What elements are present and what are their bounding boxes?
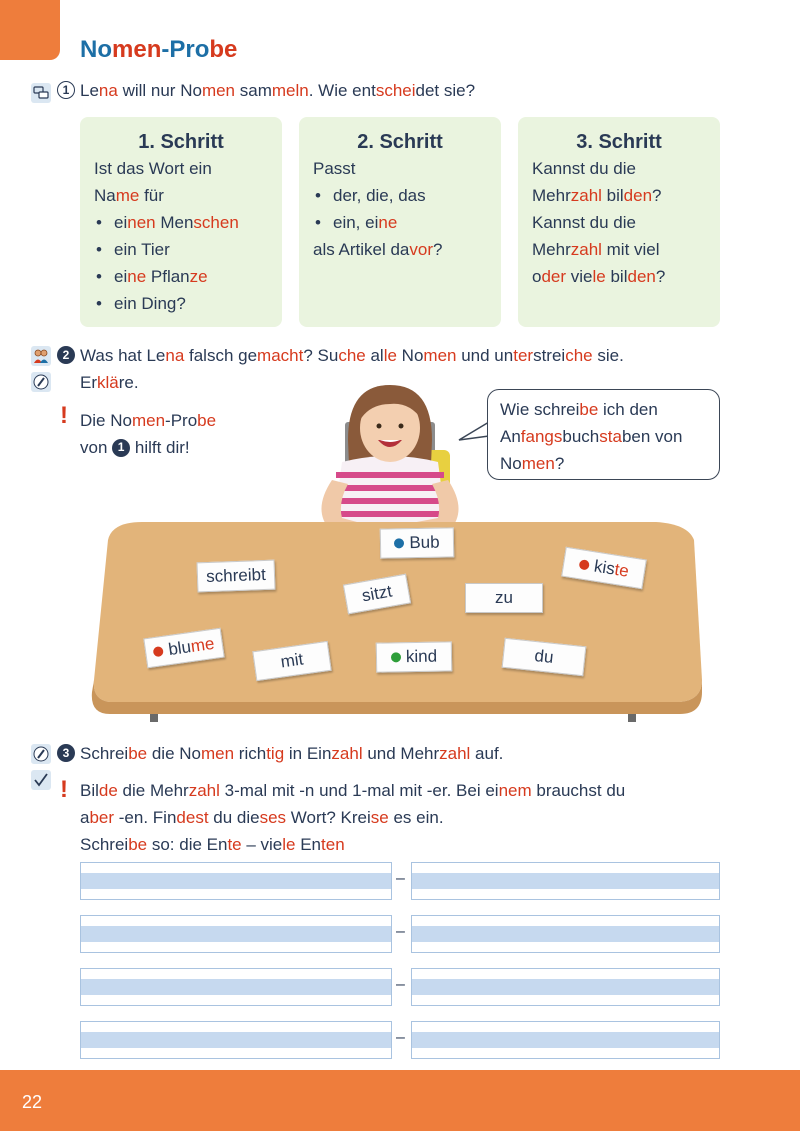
text-segment: dest — [176, 808, 209, 827]
step-box-1 — [80, 117, 282, 327]
text-segment: le — [383, 346, 397, 365]
text-segment: ber — [89, 808, 115, 827]
text-segment: le — [592, 267, 606, 286]
step-bullet-item — [94, 263, 268, 290]
text-segment: Le — [80, 81, 99, 100]
text-segment: na — [165, 346, 185, 365]
text-segment: No — [500, 454, 522, 473]
line-dash: – — [396, 870, 405, 887]
hint-ref-number: 1 — [112, 439, 130, 457]
text-segment: nen — [127, 213, 156, 232]
text-segment: ich den — [598, 400, 658, 419]
text-segment: und un — [456, 346, 514, 365]
text-segment: re. — [118, 373, 139, 392]
word-card-text — [360, 582, 393, 607]
text-segment: Schrei — [80, 835, 129, 854]
hint-line2: von 1 hilft dir! — [80, 438, 190, 457]
text-segment: will nur No — [117, 81, 202, 100]
text-segment: be — [197, 411, 217, 430]
writing-line-singular-3[interactable] — [80, 968, 392, 1006]
text-segment: Na — [94, 186, 116, 205]
text-segment: che — [338, 346, 366, 365]
step-line — [94, 155, 268, 182]
text-segment: ten — [321, 835, 345, 854]
text-segment: zahl — [188, 781, 220, 800]
word-card-text — [206, 565, 266, 587]
word-card-text — [167, 634, 216, 660]
text-segment: ? — [652, 186, 662, 205]
text-segment: der, die, das — [333, 186, 426, 205]
text-segment: macht — [257, 346, 304, 365]
text-segment: ei — [114, 267, 128, 286]
text-segment: che — [565, 346, 593, 365]
partner-work-icon — [31, 346, 51, 366]
text-segment: men — [521, 454, 555, 473]
text-segment: rich — [234, 744, 267, 763]
task2-number: 2 — [57, 346, 75, 364]
text-segment: sitzt — [360, 581, 394, 606]
text-segment: ne — [127, 267, 147, 286]
step-bullet-item — [94, 236, 268, 263]
text-segment: für — [139, 186, 164, 205]
step-line — [94, 182, 268, 209]
word-card-text — [534, 646, 555, 668]
text-segment: En — [295, 835, 322, 854]
text-segment: Passt — [313, 159, 356, 178]
text-segment: mit — [279, 649, 305, 672]
task3-instruction-line1 — [80, 740, 503, 767]
text-segment: be — [128, 744, 148, 763]
text-segment: No — [396, 346, 424, 365]
task1-icons — [31, 83, 51, 103]
step-bullet-item — [313, 209, 487, 236]
step-bullet-list — [313, 182, 487, 236]
step-bullet-list — [94, 209, 268, 317]
text-segment: Was hat Le — [80, 346, 166, 365]
text-segment: be — [579, 400, 599, 419]
text-segment: Wie schrei — [500, 400, 580, 419]
text-segment: zahl — [331, 744, 363, 763]
writing-line-plural-4[interactable] — [411, 1021, 720, 1059]
text-segment: sta — [599, 427, 622, 446]
text-segment: buch — [562, 427, 600, 446]
speech-bubbles-icon — [31, 83, 51, 103]
text-segment: vor — [409, 240, 434, 259]
text-segment: ein Tier — [114, 240, 170, 259]
step-line — [532, 263, 706, 290]
step-bullet-item — [94, 290, 268, 317]
text-segment: Bub — [409, 532, 440, 553]
text-segment: Mehr — [532, 186, 571, 205]
task1-instruction — [80, 77, 475, 104]
corner-tab — [0, 0, 60, 60]
task2-icons — [31, 346, 51, 392]
word-card-zu[interactable] — [465, 583, 543, 613]
text-segment: ter — [513, 346, 534, 365]
task1-number: 1 — [57, 81, 75, 99]
text-segment: den — [623, 186, 653, 205]
writing-line-singular-1[interactable] — [80, 862, 392, 900]
text-segment: det sie? — [415, 81, 476, 100]
step-heading: 2. Schritt — [357, 131, 443, 153]
step-line — [532, 236, 706, 263]
text-segment: ben von — [621, 427, 683, 446]
page-number: 22 — [22, 1092, 43, 1112]
text-segment: meln — [271, 81, 309, 100]
writing-line-plural-3[interactable] — [411, 968, 720, 1006]
text-segment: An — [500, 427, 521, 446]
text-segment: -en. Fin — [114, 808, 177, 827]
text-segment: vie — [566, 267, 593, 286]
text-segment: zu — [495, 588, 513, 607]
text-segment: schen — [193, 213, 239, 232]
text-segment: . Wie ent — [308, 81, 376, 100]
text-segment: kis — [592, 556, 617, 579]
speech-bubble — [487, 389, 720, 480]
text-segment: o — [532, 267, 542, 286]
step-box-2 — [299, 117, 501, 327]
line-dash: – — [396, 976, 405, 993]
text-segment: klä — [97, 373, 119, 392]
text-segment: sie. — [592, 346, 624, 365]
text-segment: brauchst du — [531, 781, 626, 800]
task3-example — [80, 831, 345, 858]
text-segment: ? — [554, 454, 565, 473]
text-segment: le — [282, 835, 296, 854]
text-segment: a — [80, 808, 90, 827]
text-segment: nem — [498, 781, 532, 800]
text-segment: Die No — [80, 411, 132, 430]
text-segment: auf. — [470, 744, 504, 763]
text-segment: me — [115, 186, 140, 205]
text-segment: blu — [167, 637, 193, 660]
text-segment: Er — [80, 373, 97, 392]
text-segment: zahl — [570, 186, 602, 205]
text-segment: de — [98, 781, 118, 800]
text-segment: me — [189, 633, 216, 656]
text-segment: Wort? Krei — [286, 808, 371, 827]
text-segment: den — [627, 267, 656, 286]
writing-line-plural-1[interactable] — [411, 862, 720, 900]
writing-line-singular-4[interactable] — [80, 1021, 392, 1059]
bubble-line3 — [500, 450, 707, 477]
girl-shirt — [334, 456, 446, 522]
text-segment: na — [98, 81, 118, 100]
pencil-icon — [31, 744, 51, 764]
color-dot — [579, 559, 590, 570]
pencil-icon — [31, 372, 51, 392]
hint-exclamation-mark: ! — [60, 402, 68, 429]
text-segment: zahl — [439, 744, 471, 763]
text-segment: ? Su — [303, 346, 339, 365]
text-segment: ? — [655, 267, 666, 286]
text-segment: Men — [155, 213, 194, 232]
text-segment: so: die En — [147, 835, 228, 854]
text-segment: 3-mal mit -n und 1-mal mit -er. Bei ei — [219, 781, 499, 800]
step-bullet-item — [313, 182, 487, 209]
text-segment: die No — [147, 744, 201, 763]
writing-line-plural-2[interactable] — [411, 915, 720, 953]
text-segment: als Artikel da — [313, 240, 410, 259]
text-segment: sam — [235, 81, 272, 100]
text-segment: tig — [266, 744, 285, 763]
text-segment: die Mehr — [117, 781, 189, 800]
task3-instruction-line2 — [80, 777, 625, 804]
step-bullet-item — [94, 209, 268, 236]
footer-bar — [0, 1070, 800, 1131]
text-segment: Bil — [80, 781, 99, 800]
word-card-kind[interactable] — [376, 641, 453, 672]
page-title: Nomen-Probe — [80, 36, 238, 63]
text-segment: se — [370, 808, 389, 827]
text-segment: strei — [533, 346, 566, 365]
text-segment: zahl — [570, 240, 602, 259]
speech-bubble-tail — [457, 420, 491, 444]
text-segment: ein, ei — [333, 213, 379, 232]
text-segment: ze — [189, 267, 208, 286]
writing-line-singular-2[interactable] — [80, 915, 392, 953]
text-segment: fangs — [520, 427, 563, 446]
task2-instruction-line1 — [80, 342, 624, 369]
text-segment: – vie — [241, 835, 283, 854]
text-segment: Kannst du die — [532, 159, 636, 178]
text-segment: schei — [375, 81, 416, 100]
step-box-3 — [518, 117, 720, 327]
text-segment: kind — [405, 646, 438, 667]
step-heading: 1. Schritt — [138, 131, 224, 153]
text-segment: men — [423, 346, 457, 365]
text-segment: Schrei — [80, 744, 129, 763]
word-card-text — [406, 647, 438, 668]
step-line — [532, 209, 706, 236]
word-card-text — [409, 533, 440, 554]
text-segment: men — [200, 744, 235, 763]
word-card-text — [279, 650, 304, 673]
text-segment: be — [128, 835, 148, 854]
step-line — [313, 236, 487, 263]
text-segment: und Mehr — [362, 744, 440, 763]
text-segment: schreibt — [205, 564, 267, 587]
text-segment: bil — [605, 267, 628, 286]
text-segment: bil — [601, 186, 624, 205]
step-line — [532, 155, 706, 182]
text-segment: mit viel — [601, 240, 660, 259]
color-dot — [391, 652, 401, 662]
text-segment: ? — [433, 240, 443, 259]
word-card-text — [593, 557, 631, 582]
text-segment: falsch ge — [184, 346, 258, 365]
text-segment: al — [365, 346, 384, 365]
text-segment: du die — [208, 808, 260, 827]
step-heading: 3. Schritt — [576, 131, 662, 153]
text-segment: te — [227, 835, 242, 854]
task3-icons — [31, 744, 51, 790]
text-segment: men — [201, 81, 236, 100]
word-card-bub[interactable] — [380, 527, 455, 558]
text-segment: in Ein — [284, 744, 332, 763]
line-dash: – — [396, 1029, 405, 1046]
task3-number: 3 — [57, 744, 75, 762]
checkmark-icon — [31, 770, 51, 790]
text-segment: ne — [378, 213, 398, 232]
line-dash: – — [396, 923, 405, 940]
step-line — [313, 155, 487, 182]
color-dot — [394, 538, 404, 548]
text-segment: ein Ding? — [114, 294, 186, 313]
text-segment: Ist das Wort ein — [94, 159, 212, 178]
text-segment: men — [131, 411, 166, 430]
word-card-schreibt[interactable] — [197, 560, 276, 593]
text-segment: te — [613, 559, 631, 581]
text-segment: es ein. — [388, 808, 444, 827]
text-segment: ses — [259, 808, 287, 827]
text-segment: -Pro — [165, 411, 198, 430]
task3-instruction-line3 — [80, 804, 444, 831]
text-segment: der — [541, 267, 567, 286]
color-dot — [153, 646, 164, 657]
text-segment: Kannst du die — [532, 213, 636, 232]
task3-exclamation-mark: ! — [60, 776, 68, 803]
word-card-text — [495, 588, 513, 608]
text-segment: ei — [114, 213, 128, 232]
bubble-line2 — [500, 423, 707, 450]
bubble-line1 — [500, 396, 707, 423]
text-segment: du — [533, 646, 555, 667]
text-segment: Mehr — [532, 240, 571, 259]
text-segment: Pflan — [146, 267, 190, 286]
step-line — [532, 182, 706, 209]
